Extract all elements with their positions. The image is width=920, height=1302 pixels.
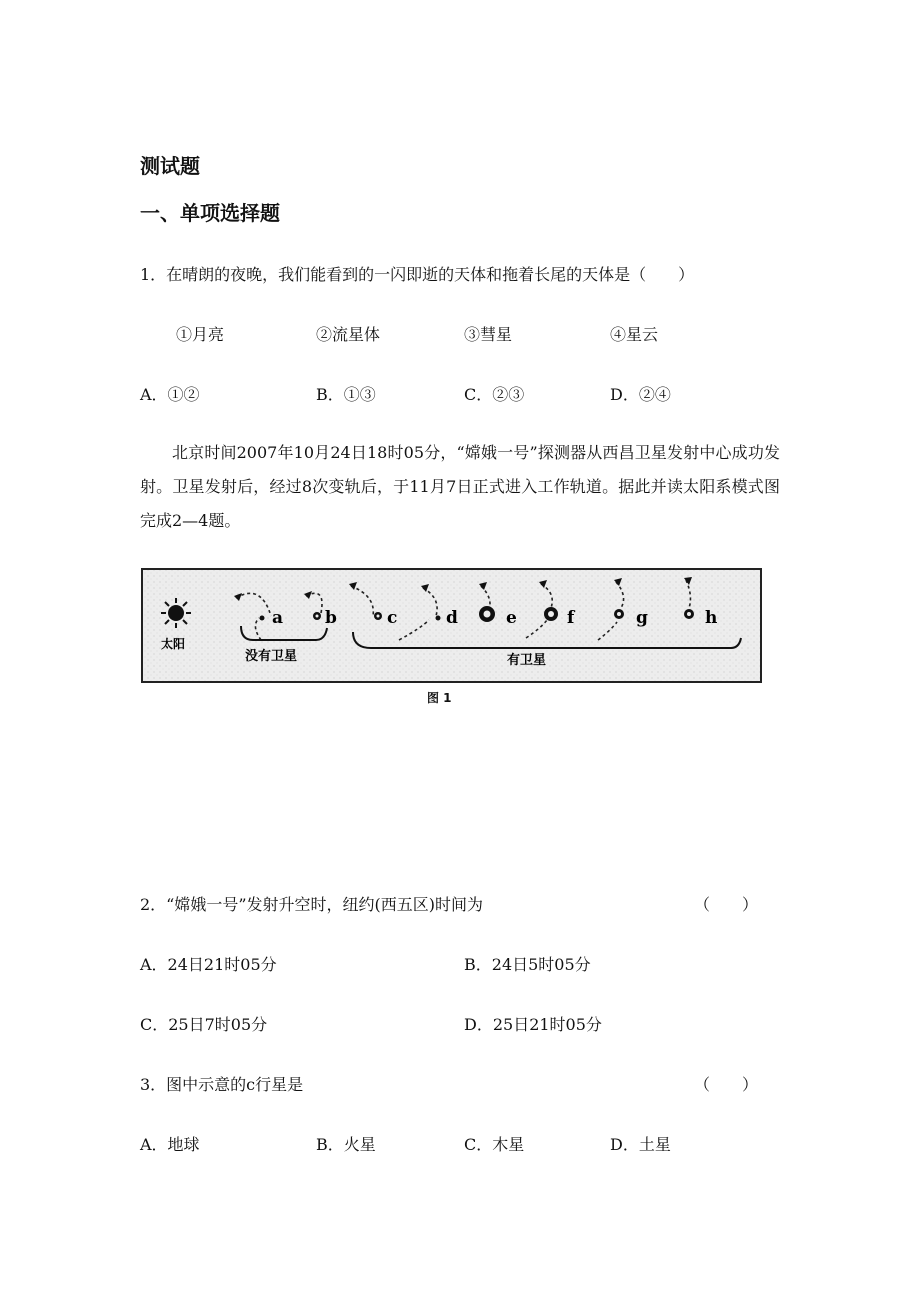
- q2-option-c: C．25日7时05分: [140, 1015, 268, 1034]
- no-satellite-label: 没有卫星: [245, 649, 298, 664]
- q2-option-d: D．25日21时05分: [464, 1015, 602, 1034]
- q1-option-d: D．②④: [610, 385, 671, 404]
- q1-option-c: C．②③: [464, 385, 525, 404]
- q2-bracket: （ ）: [694, 895, 759, 914]
- planet-f-label: f: [567, 608, 575, 628]
- planet-d-dot: [436, 616, 441, 621]
- q3-option-b: B．火星: [316, 1135, 376, 1154]
- planet-d-label: d: [446, 608, 458, 628]
- q1-item-1: ①月亮: [176, 325, 225, 344]
- has-satellite-label: 有卫星: [507, 653, 547, 668]
- q3-stem: 3．图中示意的c行星是: [140, 1075, 304, 1094]
- planet-b-label: b: [325, 608, 337, 628]
- passage: 北京时间2007年10月24日18时05分，“嫦娥一号”探测器从西昌卫星发射中心成功发射。卫星发射后，经过8次变轨后，于11月7日正式进入工作轨道。据此并读太阳系模式图完成2—4题。: [140, 443, 780, 530]
- planet-e-label: e: [506, 608, 517, 628]
- planet-g-label: g: [636, 608, 648, 628]
- section-title: 一、单项选择题: [140, 201, 280, 225]
- sun-icon: [161, 598, 191, 628]
- q3-option-c: C．木星: [464, 1135, 525, 1154]
- planet-a-label: a: [272, 608, 284, 628]
- q1-item-2: ②流星体: [316, 325, 381, 344]
- page-title: 测试题: [140, 154, 200, 178]
- q3-option-a: A．地球: [140, 1135, 200, 1154]
- q1-item-4: ④星云: [610, 325, 659, 344]
- planet-h-label: h: [705, 608, 718, 628]
- q2-option-a: A．24日21时05分: [140, 955, 277, 974]
- q2-option-b: B．24日5时05分: [464, 955, 591, 974]
- q3-option-d: D．土星: [610, 1135, 671, 1154]
- sun-label: 太阳: [161, 637, 186, 651]
- planet-a-dot: [260, 616, 265, 621]
- q1-option-b: B．①③: [316, 385, 376, 404]
- q1-option-a: A．①②: [140, 385, 200, 404]
- q1-stem: 1．在晴朗的夜晚，我们能看到的一闪即逝的天体和拖着长尾的天体是（ ）: [140, 265, 695, 284]
- planet-c-label: c: [387, 608, 398, 628]
- q3-bracket: （ ）: [694, 1075, 759, 1094]
- q1-item-3: ③彗星: [464, 325, 513, 344]
- q2-stem: 2．“嫦娥一号”发射升空时，纽约(西五区)时间为: [140, 895, 484, 914]
- solar-system-figure: [141, 568, 762, 683]
- figure-caption: 图 1: [427, 691, 452, 705]
